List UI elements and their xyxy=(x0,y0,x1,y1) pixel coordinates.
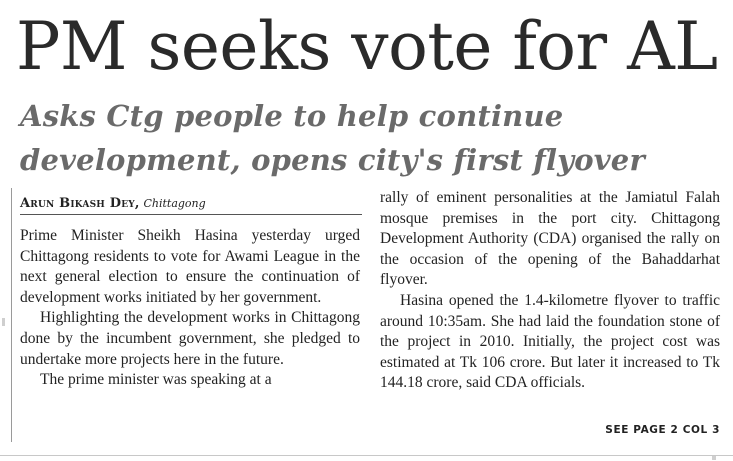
paragraph: rally of eminent personalities at the Jamiatul Falah mosque premises in the port city. Chittagong Development Authority (CDA) organised the rally on the occasion of the opening of the Bahaddarhat flyover. xyxy=(380,189,720,289)
paragraph: Hasina opened the 1.4-kilometre flyover to traffic around 10:35am. She had laid the foundation stone of the project in 2010. Initially, the project cost was estimated at Tk 106 crore. But later it increased to Tk 144.18 crore, said CDA officials. xyxy=(380,291,720,392)
byline-author: Arun Bikash Dey, xyxy=(20,196,140,211)
deck-subheadline: Asks Ctg people to help continue development, opens city's first flyover xyxy=(20,99,645,177)
byline xyxy=(20,192,362,214)
column-rule-left xyxy=(11,188,12,442)
jump-line: SEE PAGE 2 COL 3 xyxy=(605,424,720,436)
article-column-2 xyxy=(380,188,720,394)
print-speck xyxy=(2,318,5,326)
byline-rule xyxy=(20,214,362,215)
print-speck xyxy=(712,456,716,460)
paragraph: The prime minister was speaking at a xyxy=(40,371,272,389)
page-bottom-rule xyxy=(0,455,733,456)
headline: PM seeks vote for AL xyxy=(16,8,718,85)
paragraph: Highlighting the development works in Chittagong done by the incumbent government, she pledged to undertake more projects here in the future. xyxy=(20,309,360,368)
paragraph: Prime Minister Sheikh Hasina yesterday urged Chittagong residents to vote for Awami League in the next general election to ensure the continuation of development works initiated by her government. xyxy=(20,227,360,306)
byline-place: Chittagong xyxy=(143,197,206,210)
article-column-1 xyxy=(20,226,360,391)
